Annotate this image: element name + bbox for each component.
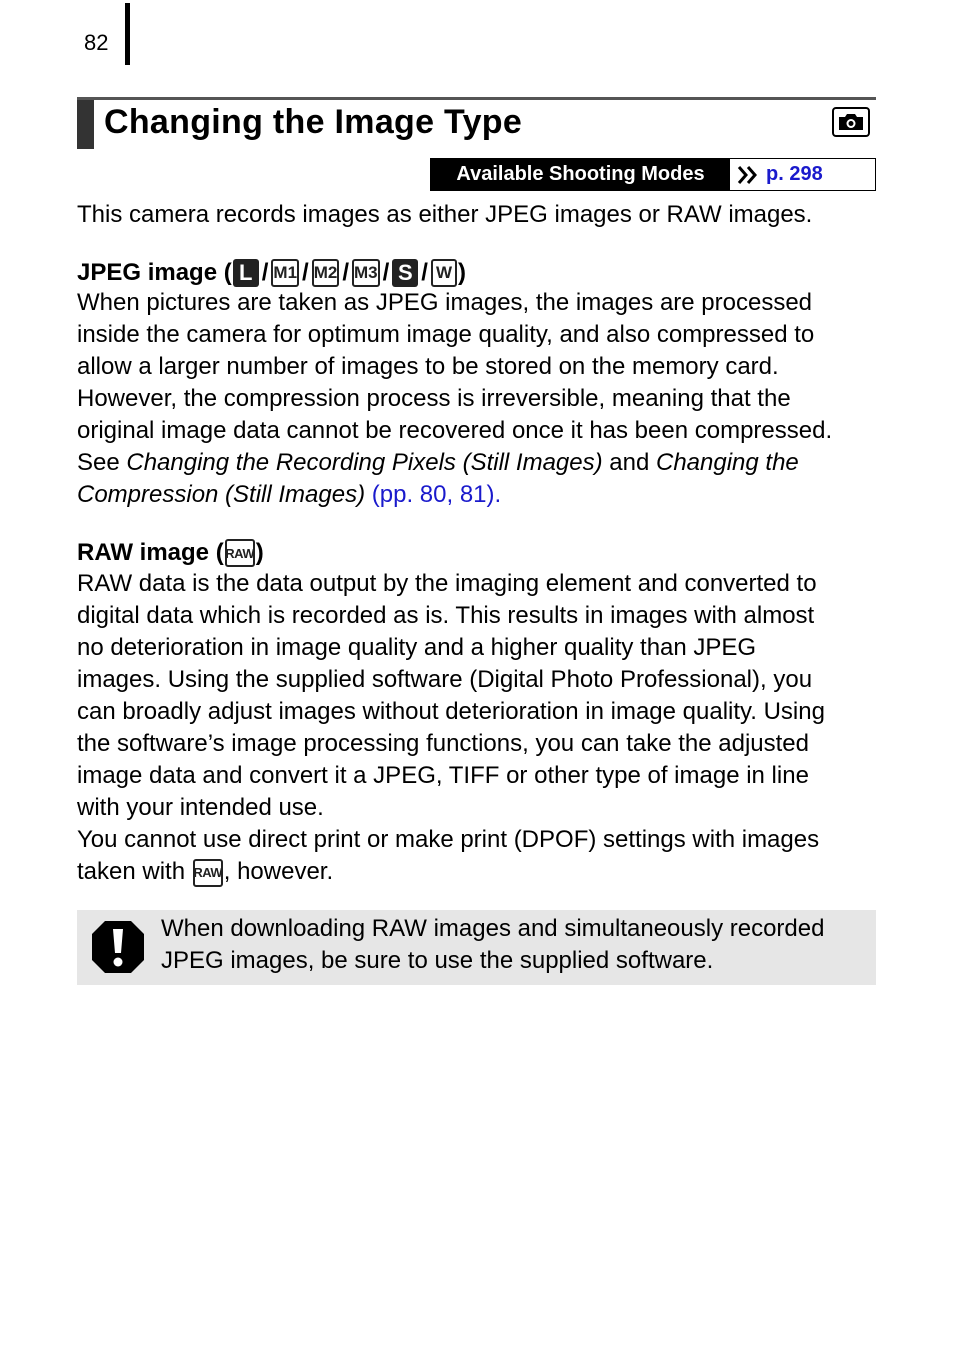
jpeg-heading-close: ) (457, 259, 466, 286)
widescreen-icon: W (431, 259, 457, 287)
raw-line: You cannot use direct print or make print (DPOF) settings with images (77, 826, 820, 853)
camera-icon (832, 107, 870, 137)
available-modes-label: Available Shooting Modes (431, 159, 730, 190)
caution-box (77, 910, 876, 985)
large-resolution-icon: L (233, 259, 259, 287)
raw-heading-close: ) (255, 539, 264, 566)
jpeg-line: inside the camera for optimum image quality, and also compressed to (77, 321, 815, 348)
caution-line: JPEG images, be sure to use the supplied software. (161, 947, 714, 974)
raw-line: can broadly adjust images without deterioration in image quality. Using (77, 698, 825, 725)
medium3-resolution-icon: M3 (352, 259, 380, 287)
medium1-resolution-icon: M1 (271, 259, 299, 287)
small-resolution-icon: S (392, 259, 418, 287)
jpeg-heading-label: JPEG image ( (77, 259, 232, 286)
raw-line: the software’s image processing functions, you can take the adjusted (77, 730, 809, 757)
jpeg-heading: JPEG image ( L / M1 / M2 / M3 / S / W ) (77, 259, 466, 286)
jpeg-see-line: See Changing the Recording Pixels (Still Images) and Changing the (77, 449, 799, 476)
raw-icon: RAW (193, 859, 223, 887)
modes-page-link[interactable]: p. 298 (766, 163, 823, 185)
title-accent-block (77, 100, 94, 149)
page-number: 82 (84, 30, 109, 55)
pages-link[interactable]: (pp. 80, 81) (371, 481, 495, 508)
reference-compression-cont: Compression (Still Images) (77, 481, 366, 508)
raw-heading (77, 536, 264, 570)
raw-last-line: taken with RAW, however. (77, 858, 334, 885)
raw-heading-label: RAW image ( (77, 539, 224, 566)
raw-line: images. Using the supplied software (Digital Photo Professional), you (77, 666, 813, 693)
jpeg-line: allow a larger number of images to be stored on the memory card. (77, 353, 779, 380)
jpeg-line: However, the compression process is irreversible, meaning that the (77, 385, 791, 412)
page-number-rule (125, 3, 130, 65)
caution-line: When downloading RAW images and simultaneously recorded (161, 915, 825, 942)
page-title: Changing the Image Type (104, 103, 523, 141)
jpeg-line: When pictures are taken as JPEG images, the images are processed (77, 289, 813, 316)
available-modes-box (430, 158, 876, 191)
raw-line: with your intended use. (77, 794, 324, 821)
caution-icon (89, 918, 147, 981)
raw-line: digital data which is recorded as is. This results in images with almost (77, 602, 815, 629)
jpeg-see-line-2: Compression (Still Images) (pp. 80, 81). (77, 481, 502, 508)
raw-line: image data and convert it a JPEG, TIFF or other type of image in line (77, 762, 809, 789)
jpeg-line: original image data cannot be recovered once it has been compressed. (77, 417, 833, 444)
raw-line: RAW data is the data output by the imaging element and converted to (77, 570, 817, 597)
intro-text: This camera records images as either JPEG images or RAW images. (77, 201, 813, 228)
title-top-rule (77, 97, 876, 100)
caution-text (161, 913, 824, 977)
section-title-bar (77, 97, 876, 149)
raw-line: no deterioration in image quality and a higher quality than JPEG (77, 634, 757, 661)
raw-icon: RAW (225, 539, 255, 567)
double-chevron-icon (730, 159, 766, 190)
raw-paragraph (77, 568, 825, 888)
reference-compression: Changing the (656, 449, 799, 476)
medium2-resolution-icon: M2 (312, 259, 340, 287)
reference-recording-pixels: Changing the Recording Pixels (Still Images) (126, 449, 603, 476)
jpeg-paragraph (77, 287, 832, 511)
